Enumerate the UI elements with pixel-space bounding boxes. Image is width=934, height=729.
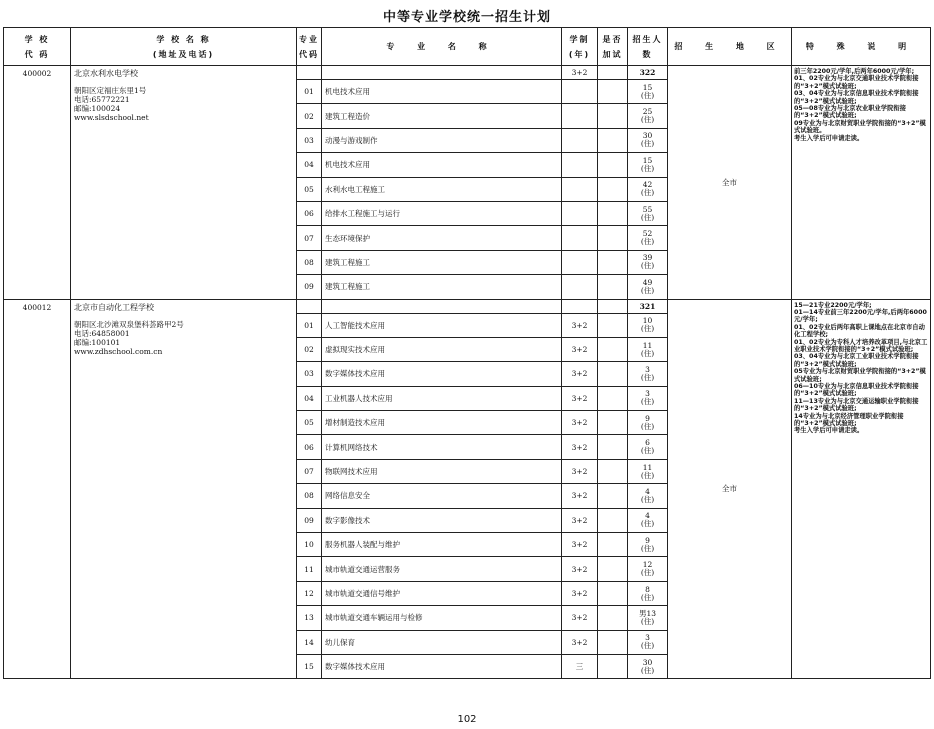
school-notes xyxy=(792,299,931,679)
school-phone: 电话:65772221 xyxy=(74,95,130,104)
major-quota-value: 8 xyxy=(645,584,650,594)
major-quota-value: 25 xyxy=(642,107,653,117)
note-line: 11—13专业为与北京交通运输职业学院衔接的“3+2”模式试验班; xyxy=(794,397,919,413)
major-name: 网络信息安全 xyxy=(322,484,562,508)
header-major-code: 专业 代码 xyxy=(297,28,322,66)
major-quota-unit: (住) xyxy=(640,568,655,578)
major-extra-points xyxy=(598,581,628,605)
major-quota-value: 3 xyxy=(645,364,650,374)
major-quota xyxy=(628,104,668,128)
school-info xyxy=(71,299,297,679)
major-extra-points xyxy=(598,313,628,337)
major-quota xyxy=(628,177,668,201)
note-line: 01、02专业为与北京交通职业技术学院衔接的“3+2”模式试验班; xyxy=(794,75,919,90)
page-title: 中等专业学校统一招生计划 xyxy=(382,10,551,25)
major-quota-unit: (住) xyxy=(640,163,655,173)
major-name: 机电技术应用 xyxy=(322,153,562,177)
school-row-major-name xyxy=(322,66,562,80)
major-quota-value: 6 xyxy=(645,438,650,448)
major-quota-value: 42 xyxy=(642,180,653,190)
school-row-major-code xyxy=(297,299,322,313)
school-website: www.slsdschool.net xyxy=(74,113,149,122)
major-quota-unit: (住) xyxy=(640,592,655,602)
school-extra-points xyxy=(598,66,628,80)
major-name: 城市轨道交通信号维护 xyxy=(322,581,562,605)
major-name: 水利水电工程施工 xyxy=(322,177,562,201)
major-duration xyxy=(562,226,598,250)
major-quota-unit: (住) xyxy=(640,397,655,407)
major-extra-points xyxy=(598,362,628,386)
major-code: 01 xyxy=(297,313,322,337)
major-duration xyxy=(562,177,598,201)
major-duration xyxy=(562,104,598,128)
major-extra-points xyxy=(598,128,628,152)
major-extra-points xyxy=(598,250,628,274)
major-quota xyxy=(628,508,668,532)
major-extra-points xyxy=(598,177,628,201)
major-quota-value: 11 xyxy=(642,340,653,350)
major-extra-points xyxy=(598,484,628,508)
major-quota xyxy=(628,128,668,152)
major-duration: 3+2 xyxy=(562,557,598,581)
note-line: 考生入学后可申请走读。 xyxy=(794,134,864,142)
major-quota xyxy=(628,630,668,654)
major-duration xyxy=(562,80,598,104)
school-total-quota: 321 xyxy=(628,299,668,313)
major-code: 15 xyxy=(297,654,322,678)
header-duration: 学制 (年) xyxy=(562,28,598,66)
major-quota-value: 10 xyxy=(642,316,653,326)
note-line: 03、04专业为与北京工业职业技术学院衔接的“3+2”模式试验班; xyxy=(794,353,919,368)
major-extra-points xyxy=(598,201,628,225)
header-major-name: 专 业 名 称 xyxy=(322,28,562,66)
header-area: 招 生 地 区 xyxy=(668,28,792,66)
major-extra-points xyxy=(598,459,628,483)
major-name: 数字媒体技术应用 xyxy=(322,362,562,386)
school-area: 全市 xyxy=(668,299,792,679)
major-duration: 3+2 xyxy=(562,435,598,459)
major-quota-unit: (住) xyxy=(640,616,655,626)
school-extra-points xyxy=(598,299,628,313)
major-extra-points xyxy=(598,80,628,104)
major-quota-value: 55 xyxy=(642,204,653,214)
major-quota xyxy=(628,226,668,250)
major-quota-unit: (住) xyxy=(640,90,655,100)
major-code: 05 xyxy=(297,177,322,201)
note-line: 01、02专业为专科人才培养改革项目,与北京工业职业技术学院衔接的“3+2”模式试验班; xyxy=(794,338,928,353)
major-quota xyxy=(628,411,668,435)
major-duration: 3+2 xyxy=(562,630,598,654)
major-quota-unit: (住) xyxy=(640,261,655,271)
major-code: 10 xyxy=(297,533,322,557)
major-quota-unit: (住) xyxy=(640,237,655,247)
major-duration: 3+2 xyxy=(562,508,598,532)
major-quota-value: 9 xyxy=(645,535,650,545)
major-quota-unit: (住) xyxy=(640,641,655,651)
major-code: 09 xyxy=(297,508,322,532)
school-code: 400002 xyxy=(4,66,71,300)
major-quota-value: 4 xyxy=(645,486,650,496)
major-duration: 3+2 xyxy=(562,362,598,386)
major-quota-unit: (住) xyxy=(640,324,655,334)
school-duration: 3+2 xyxy=(562,66,598,80)
major-duration: 3+2 xyxy=(562,533,598,557)
header-notes: 特 殊 说 明 xyxy=(792,28,931,66)
school-row-major-name xyxy=(322,299,562,313)
major-name: 机电技术应用 xyxy=(322,80,562,104)
major-quota-value: 3 xyxy=(645,389,650,399)
major-quota-unit: (住) xyxy=(640,446,655,456)
school-info xyxy=(71,66,297,300)
major-code: 08 xyxy=(297,484,322,508)
note-line: 06—10专业为与北京信息职业技术学院衔接的“3+2”模式试验班; xyxy=(794,382,919,398)
major-quota xyxy=(628,557,668,581)
major-quota xyxy=(628,459,668,483)
major-name: 计算机网络技术 xyxy=(322,435,562,459)
major-name: 幼儿保育 xyxy=(322,630,562,654)
major-code: 14 xyxy=(297,630,322,654)
school-notes xyxy=(792,66,931,300)
major-duration: 3+2 xyxy=(562,313,598,337)
major-duration xyxy=(562,128,598,152)
major-name: 人工智能技术应用 xyxy=(322,313,562,337)
major-code: 01 xyxy=(297,80,322,104)
major-quota-unit: (住) xyxy=(640,519,655,529)
major-code: 03 xyxy=(297,362,322,386)
note-line: 05—08专业为与北京农业职业学院衔接的“3+2”模式试验班; xyxy=(794,105,906,120)
major-quota-unit: (住) xyxy=(640,212,655,222)
school-row xyxy=(4,299,931,313)
major-name: 生态环境保护 xyxy=(322,226,562,250)
major-quota-value: 4 xyxy=(645,511,650,521)
major-quota-unit: (住) xyxy=(640,139,655,149)
major-code: 12 xyxy=(297,581,322,605)
major-quota-value: 30 xyxy=(642,131,653,141)
major-quota-unit: (住) xyxy=(640,470,655,480)
major-name: 给排水工程施工与运行 xyxy=(322,201,562,225)
major-quota-unit: (住) xyxy=(640,665,655,675)
major-name: 数字媒体技术应用 xyxy=(322,654,562,678)
major-name: 虚拟现实技术应用 xyxy=(322,337,562,361)
major-quota-value: 3 xyxy=(645,633,650,643)
major-quota xyxy=(628,581,668,605)
school-name: 北京市自动化工程学校 xyxy=(74,302,154,312)
major-quota-value: 男13 xyxy=(638,608,657,618)
major-quota-unit: (住) xyxy=(640,285,655,295)
major-duration: 3+2 xyxy=(562,411,598,435)
major-extra-points xyxy=(598,275,628,299)
major-extra-points xyxy=(598,411,628,435)
major-quota-value: 9 xyxy=(645,413,650,423)
note-line: 03、04专业为与北京信息职业技术学院衔接的“3+2”模式试验班; xyxy=(794,90,919,105)
major-duration xyxy=(562,201,598,225)
major-quota-unit: (住) xyxy=(640,421,655,431)
major-extra-points xyxy=(598,104,628,128)
major-name: 服务机器人装配与维护 xyxy=(322,533,562,557)
major-quota xyxy=(628,484,668,508)
major-quota xyxy=(628,250,668,274)
major-duration xyxy=(562,250,598,274)
school-website: www.zdhschool.com.cn xyxy=(74,346,163,356)
major-quota-value: 49 xyxy=(642,277,653,287)
school-row-major-code xyxy=(297,66,322,80)
major-quota-value: 52 xyxy=(642,229,653,239)
major-quota-value: 39 xyxy=(642,253,653,263)
major-extra-points xyxy=(598,654,628,678)
major-quota-value: 12 xyxy=(642,560,653,570)
major-name: 建筑工程施工 xyxy=(322,275,562,299)
major-code: 08 xyxy=(297,250,322,274)
major-quota xyxy=(628,80,668,104)
major-extra-points xyxy=(598,153,628,177)
note-line: 05专业为与北京财贸职业学院衔接的“3+2”模式试验班; xyxy=(794,368,926,383)
major-code: 07 xyxy=(297,459,322,483)
major-code: 05 xyxy=(297,411,322,435)
page-number: 102 xyxy=(457,714,477,725)
major-code: 07 xyxy=(297,226,322,250)
major-duration: 3+2 xyxy=(562,606,598,630)
major-name: 建筑工程施工 xyxy=(322,250,562,274)
major-code: 03 xyxy=(297,128,322,152)
major-quota xyxy=(628,153,668,177)
major-extra-points xyxy=(598,630,628,654)
major-duration: 3+2 xyxy=(562,386,598,410)
major-duration: 三 xyxy=(562,654,598,678)
table-body xyxy=(4,66,931,679)
major-name: 物联网技术应用 xyxy=(322,459,562,483)
header-school-code: 学 校 代 码 xyxy=(4,28,71,66)
major-quota-unit: (住) xyxy=(640,115,655,125)
major-duration: 3+2 xyxy=(562,459,598,483)
note-line: 01、02专业后两年高职上课地点在北京市自动化工程学校; xyxy=(794,323,925,339)
school-duration xyxy=(562,299,598,313)
school-name: 北京水利水电学校 xyxy=(74,69,138,78)
major-code: 04 xyxy=(297,386,322,410)
major-quota xyxy=(628,435,668,459)
school-area: 全市 xyxy=(668,66,792,300)
major-quota xyxy=(628,606,668,630)
major-name: 城市轨道交通车辆运用与检修 xyxy=(322,606,562,630)
major-code: 02 xyxy=(297,104,322,128)
major-name: 动漫与游戏制作 xyxy=(322,128,562,152)
major-quota xyxy=(628,533,668,557)
major-quota xyxy=(628,201,668,225)
major-name: 数字影像技术 xyxy=(322,508,562,532)
major-extra-points xyxy=(598,435,628,459)
school-postcode: 邮编:100101 xyxy=(74,337,121,347)
school-postcode: 邮编:100024 xyxy=(74,104,121,113)
note-line: 前三年2200元/学年,后两年6000元/学年; xyxy=(794,68,915,75)
major-quota xyxy=(628,362,668,386)
major-quota xyxy=(628,337,668,361)
major-quota-value: 15 xyxy=(642,82,653,92)
major-extra-points xyxy=(598,557,628,581)
major-duration: 3+2 xyxy=(562,337,598,361)
note-line: 14专业为与北京经济管理职业学院衔接的“3+2”模式试验班; xyxy=(794,412,904,428)
major-duration xyxy=(562,153,598,177)
major-extra-points xyxy=(598,337,628,361)
note-line: 09专业为与北京财贸职业学院衔接的“3+2”模式试验班。 xyxy=(794,119,926,135)
note-line: 考生入学后可申请走读。 xyxy=(794,427,864,435)
major-quota-unit: (住) xyxy=(640,188,655,198)
major-quota-value: 11 xyxy=(642,462,653,472)
major-extra-points xyxy=(598,508,628,532)
school-address: 朝阳区定福庄东里1号 xyxy=(74,86,147,95)
school-phone: 电话:64858001 xyxy=(74,328,130,338)
major-name: 工业机器人技术应用 xyxy=(322,386,562,410)
major-extra-points xyxy=(598,606,628,630)
school-total-quota: 322 xyxy=(628,66,668,80)
major-code: 09 xyxy=(297,275,322,299)
major-quota-unit: (住) xyxy=(640,494,655,504)
major-code: 11 xyxy=(297,557,322,581)
major-name: 增材制造技术应用 xyxy=(322,411,562,435)
major-code: 13 xyxy=(297,606,322,630)
table-header-row xyxy=(4,28,931,66)
major-quota xyxy=(628,654,668,678)
major-duration: 3+2 xyxy=(562,484,598,508)
note-line: 15—21专业2200元/学年; xyxy=(794,301,872,309)
school-code: 400012 xyxy=(4,299,71,679)
header-quota: 招生人数 xyxy=(628,28,668,66)
enrollment-plan-table xyxy=(3,27,931,679)
major-quota xyxy=(628,313,668,337)
note-line: 01—14专业前三年2200元/学年,后两年6000元/学年; xyxy=(794,308,927,324)
major-extra-points xyxy=(598,533,628,557)
header-extra-points: 是否 加试 xyxy=(598,28,628,66)
major-quota-value: 30 xyxy=(642,657,653,667)
major-code: 02 xyxy=(297,337,322,361)
major-duration xyxy=(562,275,598,299)
major-code: 06 xyxy=(297,201,322,225)
major-code: 06 xyxy=(297,435,322,459)
major-quota xyxy=(628,386,668,410)
major-quota-value: 15 xyxy=(642,155,653,165)
school-row xyxy=(4,66,931,80)
major-extra-points xyxy=(598,226,628,250)
major-name: 城市轨道交通运营服务 xyxy=(322,557,562,581)
major-quota-unit: (住) xyxy=(640,348,655,358)
major-extra-points xyxy=(598,386,628,410)
major-name: 建筑工程造价 xyxy=(322,104,562,128)
school-address: 朝阳区北沙滩双泉堡科荟路甲2号 xyxy=(74,319,184,329)
major-quota-unit: (住) xyxy=(640,543,655,553)
major-quota xyxy=(628,275,668,299)
header-school-name: 学 校 名 称 (地址及电话) xyxy=(71,28,297,66)
major-code: 04 xyxy=(297,153,322,177)
major-duration: 3+2 xyxy=(562,581,598,605)
major-quota-unit: (住) xyxy=(640,372,655,382)
